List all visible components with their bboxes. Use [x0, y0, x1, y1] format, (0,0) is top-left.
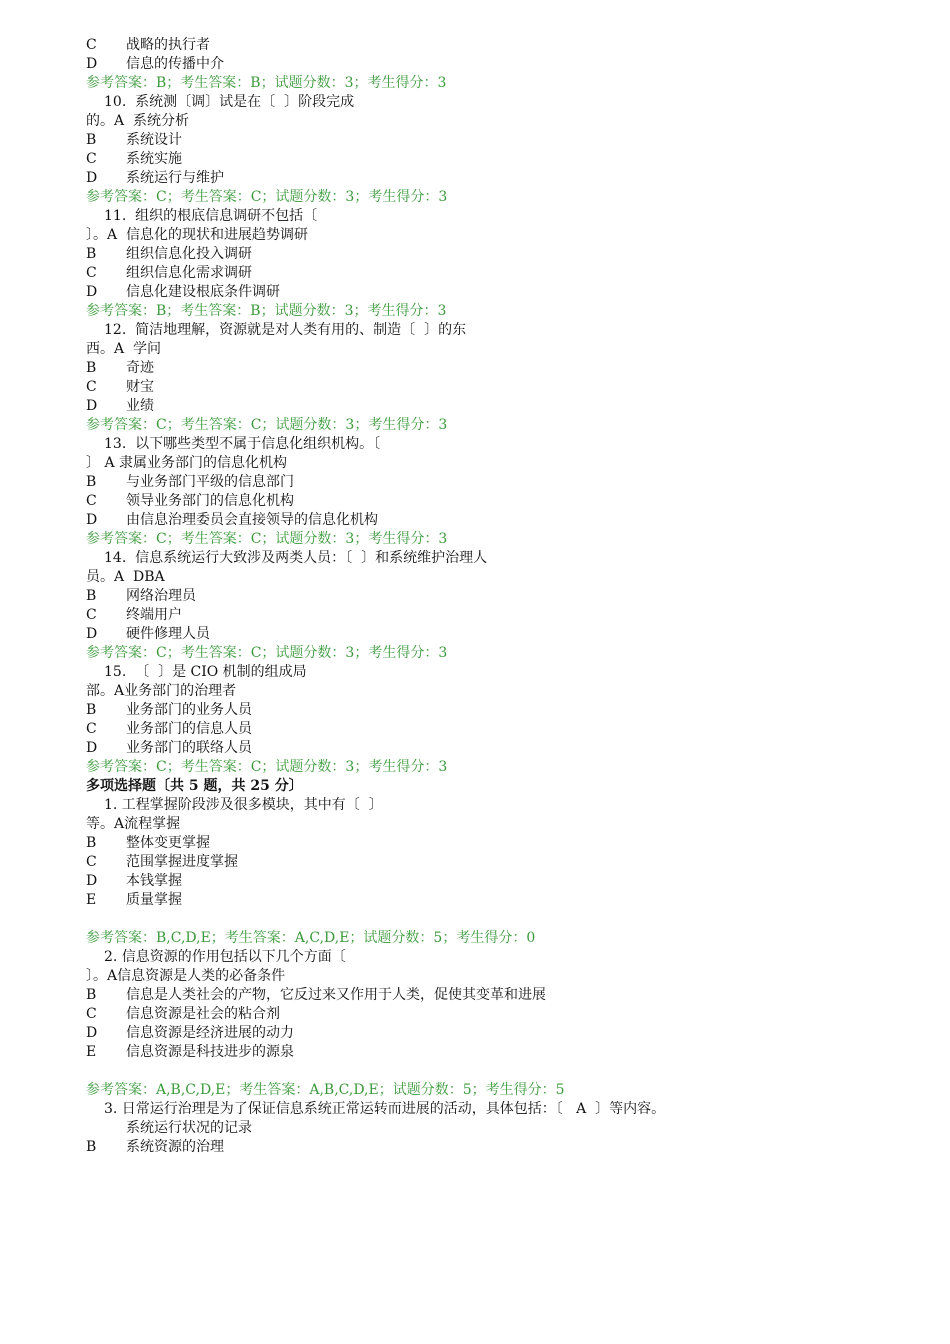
- option-line: [86, 473, 294, 492]
- question-continuation: 等。A流程掌握: [86, 816, 181, 832]
- section-heading: 多项选择题〔共 5 题，共 25 分〕: [86, 778, 303, 794]
- option-text: 系统运行与维护: [126, 170, 224, 186]
- question-continuation: 〕 A 隶属业务部门的信息化机构: [86, 455, 288, 471]
- question-continuation: 〕。A 信息化的现状和进展趋势调研: [86, 227, 309, 243]
- option-line: [86, 986, 546, 1005]
- option-letter: D: [86, 1025, 98, 1041]
- answer-line: 参考答案：A,B,C,D,E；考生答案：A,B,C,D,E；试题分数：5；考生得分：5: [86, 1082, 565, 1098]
- option-letter: C: [86, 607, 97, 623]
- option-line: [86, 359, 154, 378]
- option-text: 战略的执行者: [126, 37, 210, 53]
- option-line: [86, 131, 182, 150]
- option-letter: D: [86, 512, 98, 528]
- option-text: 本钱掌握: [126, 873, 182, 889]
- option-line: [86, 397, 154, 416]
- option-letter: C: [86, 854, 97, 870]
- question-line: 10. 系统测〔调〕试是在〔 〕阶段完成: [104, 94, 355, 110]
- option-letter: C: [86, 493, 97, 509]
- option-line: [86, 739, 252, 758]
- answer-line: 参考答案：C；考生答案：C；试题分数：3；考生得分：3: [86, 417, 448, 433]
- option-line: [86, 169, 224, 188]
- option-letter: B: [86, 1139, 97, 1155]
- option-text: 由信息治理委员会直接领导的信息化机构: [126, 512, 378, 528]
- option-text: 信息资源是科技进步的源泉: [126, 1044, 294, 1060]
- option-letter: B: [86, 132, 97, 148]
- option-letter: B: [86, 360, 97, 376]
- option-text: 信息资源是社会的粘合剂: [126, 1006, 280, 1022]
- option-text: 系统设计: [126, 132, 182, 148]
- option-text: 系统实施: [126, 151, 182, 167]
- option-letter: D: [86, 740, 98, 756]
- option-text: 业务部门的业务人员: [126, 702, 252, 718]
- option-letter: B: [86, 474, 97, 490]
- option-letter: E: [86, 1044, 97, 1060]
- question-line: 11. 组织的根底信息调研不包括〔: [104, 208, 318, 224]
- option-line: [86, 587, 196, 606]
- answer-line: 参考答案：B；考生答案：B；试题分数：3；考生得分：3: [86, 75, 447, 91]
- option-letter: D: [86, 873, 98, 889]
- option-letter: C: [86, 37, 97, 53]
- answer-line: 参考答案：B；考生答案：B；试题分数：3；考生得分：3: [86, 303, 447, 319]
- option-line: [86, 511, 378, 530]
- option-letter: D: [86, 170, 98, 186]
- option-letter: C: [86, 265, 97, 281]
- option-letter: C: [86, 379, 97, 395]
- option-line: [86, 245, 252, 264]
- option-line: [86, 1024, 294, 1043]
- option-line: [86, 55, 224, 74]
- option-line: [86, 378, 154, 397]
- option-text: 信息化建设根底条件调研: [126, 284, 280, 300]
- option-letter: C: [86, 721, 97, 737]
- question-continuation: 西。A 学问: [86, 341, 162, 357]
- option-letter: B: [86, 588, 97, 604]
- option-text: 组织信息化投入调研: [126, 246, 252, 262]
- option-text: 硬件修理人员: [126, 626, 210, 642]
- option-letter: B: [86, 987, 97, 1003]
- option-letter: D: [86, 56, 98, 72]
- option-line: [86, 283, 280, 302]
- option-line: [86, 1043, 294, 1062]
- option-text: 业务部门的联络人员: [126, 740, 252, 756]
- option-text: 整体变更掌握: [126, 835, 210, 851]
- answer-line: 参考答案：C；考生答案：C；试题分数：3；考生得分：3: [86, 759, 448, 775]
- option-line: [86, 853, 238, 872]
- option-line: [86, 1138, 224, 1157]
- question-continuation: 部。A业务部门的治理者: [86, 683, 237, 699]
- option-text: 业务部门的信息人员: [126, 721, 252, 737]
- option-letter: D: [86, 398, 98, 414]
- option-line: [86, 606, 182, 625]
- option-letter: D: [86, 284, 98, 300]
- option-text: 系统资源的治理: [126, 1139, 224, 1155]
- answer-line: 参考答案：C；考生答案：C；试题分数：3；考生得分：3: [86, 189, 448, 205]
- question-line: 1. 工程掌握阶段涉及很多模块，其中有〔 〕: [104, 797, 383, 813]
- option-letter: B: [86, 246, 97, 262]
- option-text: 与业务部门平级的信息部门: [126, 474, 294, 490]
- option-text: 网络治理员: [126, 588, 196, 604]
- question-continuation: 员。A DBA: [86, 569, 165, 585]
- option-letter: C: [86, 151, 97, 167]
- question-line: 14. 信息系统运行大致涉及两类人员：〔 〕和系统维护治理人: [104, 550, 488, 566]
- question-continuation: 的。A 系统分析: [86, 113, 190, 129]
- option-text: 终端用户: [126, 607, 182, 623]
- option-line: [86, 834, 210, 853]
- option-line: [86, 492, 294, 511]
- option-text: 财宝: [126, 379, 154, 395]
- option-text: 领导业务部门的信息化机构: [126, 493, 294, 509]
- option-text: 奇迹: [126, 360, 154, 376]
- option-text: 信息资源是经济进展的动力: [126, 1025, 294, 1041]
- option-line: [86, 720, 252, 739]
- option-text: 业绩: [126, 398, 154, 414]
- option-line: [86, 872, 182, 891]
- question-continuation: 〕。A信息资源是人类的必备条件: [86, 968, 286, 984]
- option-letter: D: [86, 626, 98, 642]
- option-line: [86, 701, 252, 720]
- option-line: [86, 150, 182, 169]
- option-letter: C: [86, 1006, 97, 1022]
- option-letter: E: [86, 892, 97, 908]
- question-line: 12. 简洁地理解，资源就是对人类有用的、制造〔 〕的东: [104, 322, 467, 338]
- question-line: 3. 日常运行治理是为了保证信息系统正常运转而进展的活动，具体包括：〔 A 〕等内容。: [104, 1101, 666, 1117]
- option-line: [86, 1005, 280, 1024]
- question-line: 2. 信息资源的作用包括以下几个方面〔: [104, 949, 346, 965]
- option-line: [86, 891, 182, 910]
- option-text: 信息是人类社会的产物，它反过来又作用于人类，促使其变革和进展: [126, 987, 546, 1003]
- option-letter: B: [86, 835, 97, 851]
- option-letter: B: [86, 702, 97, 718]
- answer-line: 参考答案：C；考生答案：C；试题分数：3；考生得分：3: [86, 645, 448, 661]
- option-line: [86, 264, 252, 283]
- option-text: 组织信息化需求调研: [126, 265, 252, 281]
- option-line: [86, 625, 210, 644]
- answer-line: 参考答案：B,C,D,E；考生答案：A,C,D,E；试题分数：5；考生得分：0: [86, 930, 536, 946]
- option-text: 质量掌握: [126, 892, 182, 908]
- option-line: 系统运行状况的记录: [126, 1120, 252, 1136]
- option-text: 范围掌握进度掌握: [126, 854, 238, 870]
- option-line: [86, 36, 210, 55]
- option-text: 信息的传播中介: [126, 56, 224, 72]
- question-line: 15. 〔 〕是 CIO 机制的组成局: [104, 664, 307, 680]
- answer-line: 参考答案：C；考生答案：C；试题分数：3；考生得分：3: [86, 531, 448, 547]
- question-line: 13. 以下哪些类型不属于信息化组织机构。〔: [104, 436, 381, 452]
